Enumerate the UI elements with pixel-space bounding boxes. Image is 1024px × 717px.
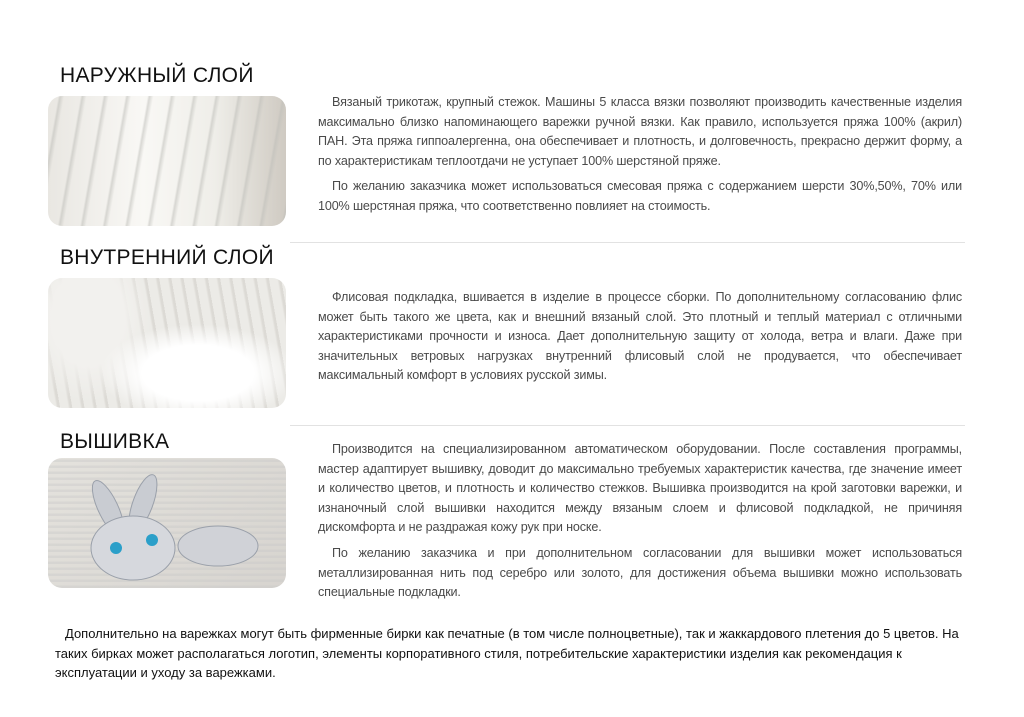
bunny-embroidery-icon — [48, 458, 286, 588]
divider — [290, 242, 965, 243]
section-title-outer-layer: НАРУЖНЫЙ СЛОЙ — [60, 64, 254, 87]
footer-note — [55, 624, 967, 683]
fleece-fabric-photo — [48, 278, 286, 408]
section-title-inner-layer: ВНУТРЕННИЙ СЛОЙ — [60, 246, 274, 269]
inner-layer-text — [318, 288, 962, 392]
embroidery-photo — [48, 458, 286, 588]
paragraph: Вязаный трикотаж, крупный стежок. Машины 5 класса вязки позволяют производить качественные изделия максимально близко напоминающего варежки ручной вязки. Как правило, используется пряжа 100% (акрил) ПАН. Эта пряжа гиппоалергенна, она обеспечивает и плотность, и долговечность, прекрасно держит форму, а по характеристикам теплоотдачи не уступает 100% шерстяной пряже. — [318, 95, 962, 168]
embroidery-text — [318, 440, 962, 609]
paragraph: Флисовая подкладка, вшивается в изделие в процессе сборки. По дополнительному согласованию флис может быть такого же цвета, как и внешний вязаный слой. Это плотный и теплый материал с отличными характеристиками прочности и износа. Дает дополнительную защиту от холода, ветра и влаги. Даже при значительных ветровых нагрузках внутренний флисовый слой не продувается, что обеспечивает максимальный комфорт в условиях русской зимы. — [318, 290, 962, 383]
divider — [290, 425, 965, 426]
outer-layer-text — [318, 93, 962, 223]
paragraph: Производится на специализированном автоматическом оборудовании. После составления программы, мастер адаптирует вышивку, доводит до максимально требуемых характеристик качества, где значение имеет и количество цветов, и плотность и количество стежков. Вышивка производится на крой заготовки варежки, и изнаночный слой вышивки находится между вязаным слоем и флисовой подкладкой, не причиняя дискомфорта и не раздражая кожу рук при носке. — [318, 442, 962, 535]
knit-fabric-photo — [48, 96, 286, 226]
footer-text: Дополнительно на варежках могут быть фирменные бирки как печатные (в том числе полноцветные), так и жаккардового плетения до 5 цветов. На таких бирках может располагаться логотип, элементы корпоративного стиля, потребительские характеристики изделия как рекомендация к эксплуатации и уходу за варежками. — [55, 626, 959, 680]
paragraph: По желанию заказчика и при дополнительном согласовании для вышивки может использоваться металлизированная нить под серебро или золото, для достижения объема вышивки можно использовать специальные подкладки. — [318, 545, 962, 600]
paragraph: По желанию заказчика может использоваться смесовая пряжа с содержанием шерсти 30%,50%, 70% или 100% шерстяная пряжа, что соответственно повлияет на стоимость. — [318, 179, 962, 213]
section-title-embroidery: ВЫШИВКА — [60, 430, 170, 453]
